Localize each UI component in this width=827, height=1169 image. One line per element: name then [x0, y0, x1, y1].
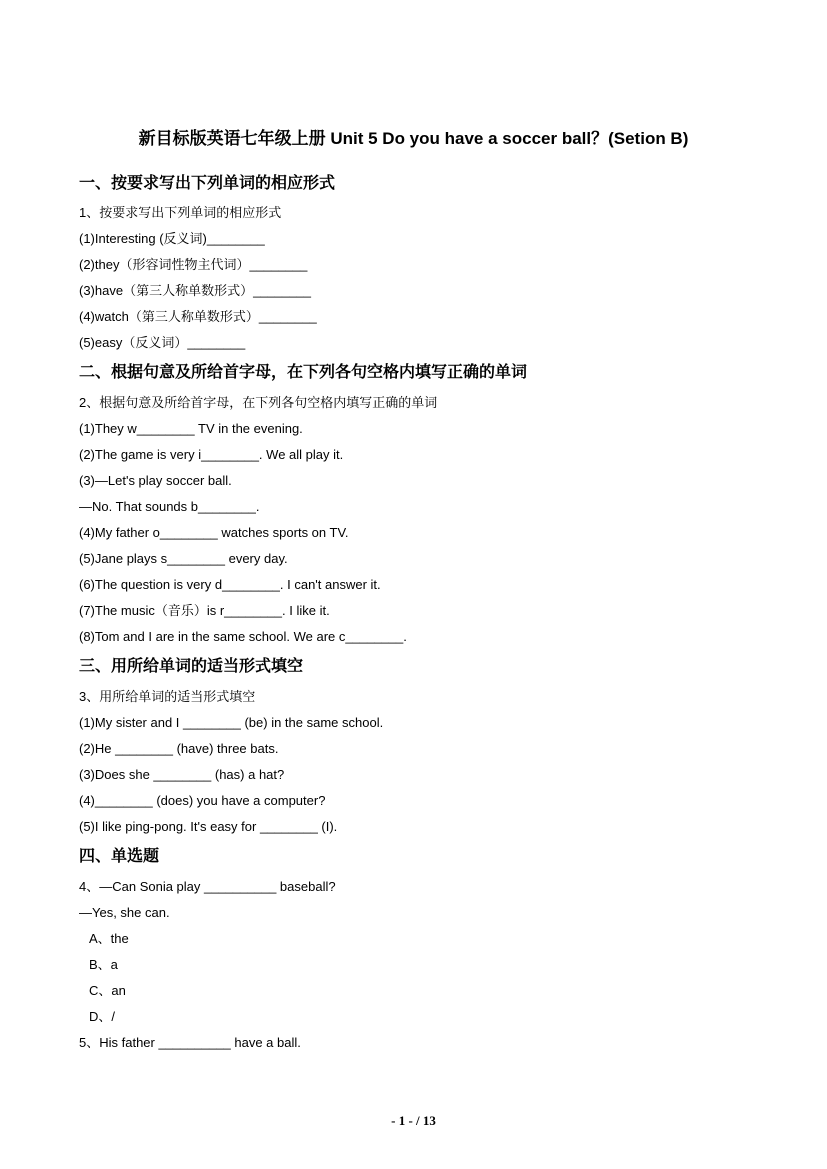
answer-option-c: C、an: [89, 983, 126, 998]
question-line: (4)My father o________ watches sports on TV.: [79, 525, 349, 540]
section-heading-4: 四、单选题: [79, 848, 160, 865]
question-line: (8)Tom and I are in the same school. We are c________.: [79, 629, 407, 644]
question-line: (4)watch（第三人称单数形式）________: [79, 309, 317, 324]
question-line: —No. That sounds b________.: [79, 499, 260, 514]
question-line: (5)easy（反义词）________: [79, 335, 246, 350]
question-line: (1)My sister and I ________ (be) in the same school.: [79, 715, 384, 730]
question-line: (5)Jane plays s________ every day.: [79, 551, 288, 566]
document-title: 新目标版英语七年级上册 Unit 5 Do you have a soccer ball？(Setion B): [138, 129, 689, 148]
question-line: (5)I like ping-pong. It's easy for ________ (I).: [79, 819, 338, 834]
section-heading-2: 二、根据句意及所给首字母，在下列各句空格内填写正确的单词: [79, 364, 528, 381]
question-line: (6)The question is very d________. I can't answer it.: [79, 577, 381, 592]
question-line: —Yes, she can.: [79, 905, 170, 920]
question-5-prompt: 5、His father __________ have a ball.: [79, 1035, 301, 1050]
question-line: (4)________ (does) you have a computer?: [79, 793, 326, 808]
question-3-prompt: 3、用所给单词的适当形式填空: [79, 689, 256, 704]
question-line: (7)The music（音乐）is r________. I like it.: [79, 603, 330, 618]
question-line: (3)—Let's play soccer ball.: [79, 473, 232, 488]
question-line: (2)The game is very i________. We all play it.: [79, 447, 344, 462]
question-1-prompt: 1、按要求写出下列单词的相应形式: [79, 205, 282, 220]
page-number: - 1 - / 13: [391, 1113, 436, 1128]
question-line: (3)have（第三人称单数形式）________: [79, 283, 311, 298]
answer-option-d: D、/: [89, 1009, 116, 1024]
question-4-prompt: 4、—Can Sonia play __________ baseball?: [79, 879, 336, 894]
answer-option-a: A、the: [89, 931, 129, 946]
section-heading-1: 一、按要求写出下列单词的相应形式: [79, 175, 336, 192]
question-line: (2)they（形容词性物主代词）________: [79, 257, 308, 272]
question-line: (2)He ________ (have) three bats.: [79, 741, 279, 756]
question-line: (3)Does she ________ (has) a hat?: [79, 767, 285, 782]
question-line: (1)Interesting (反义词)________: [79, 231, 265, 246]
question-line: (1)They w________ TV in the evening.: [79, 421, 303, 436]
question-2-prompt: 2、根据句意及所给首字母，在下列各句空格内填写正确的单词: [79, 395, 438, 410]
answer-option-b: B、a: [89, 957, 118, 972]
section-heading-3: 三、用所给单词的适当形式填空: [79, 658, 304, 675]
